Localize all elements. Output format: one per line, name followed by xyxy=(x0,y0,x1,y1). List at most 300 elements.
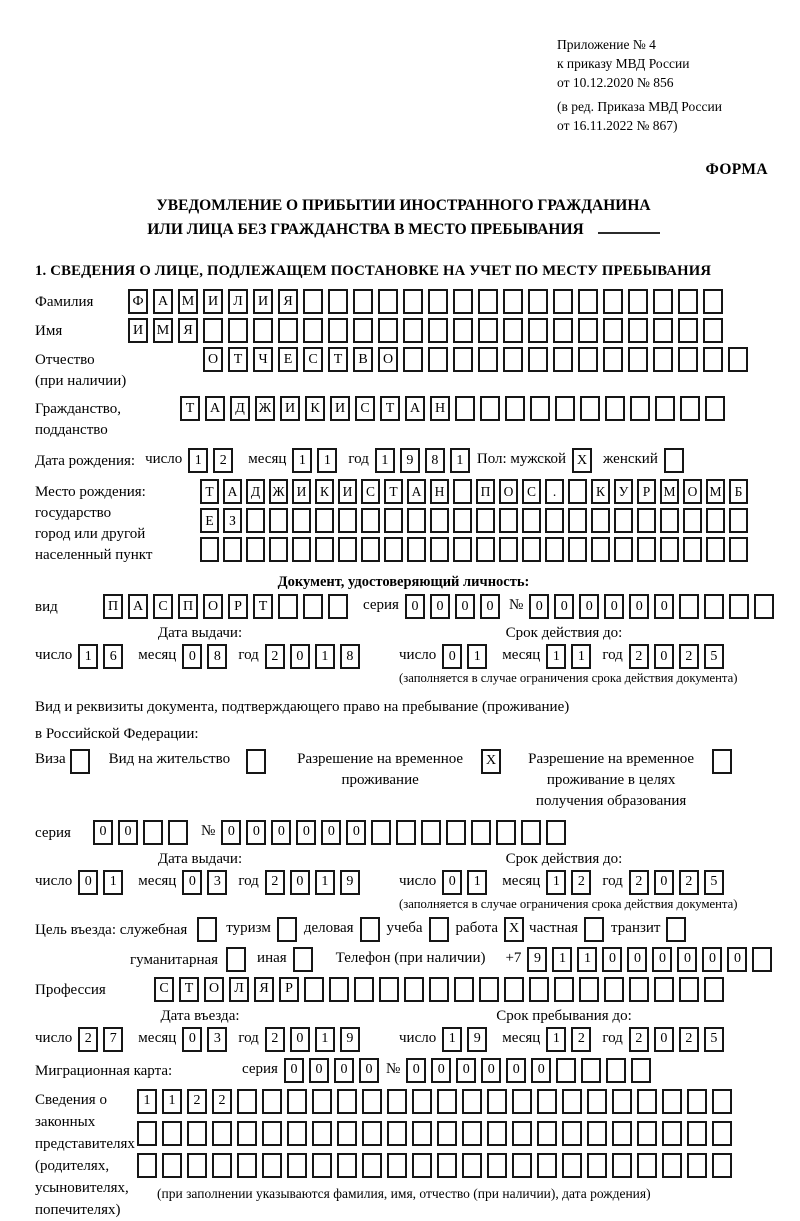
char-box[interactable] xyxy=(703,289,723,314)
char-box[interactable] xyxy=(678,347,698,372)
char-box[interactable] xyxy=(629,977,649,1002)
char-box-filled[interactable]: 1 xyxy=(571,644,591,669)
char-box[interactable] xyxy=(197,917,217,942)
char-box-filled[interactable]: 0 xyxy=(654,870,674,895)
char-box[interactable] xyxy=(662,1121,682,1146)
char-box[interactable] xyxy=(70,749,90,774)
char-box[interactable] xyxy=(361,508,380,533)
char-box[interactable] xyxy=(729,537,748,562)
char-box-filled[interactable]: 0 xyxy=(405,594,425,619)
char-box[interactable] xyxy=(553,347,573,372)
char-box-filled[interactable]: М xyxy=(153,318,173,343)
char-box[interactable] xyxy=(246,508,265,533)
char-box[interactable] xyxy=(278,594,298,619)
char-box[interactable] xyxy=(212,1153,232,1178)
char-box-filled[interactable]: З xyxy=(223,508,242,533)
char-box[interactable] xyxy=(754,594,774,619)
char-box[interactable] xyxy=(315,537,334,562)
char-box-filled[interactable]: Р xyxy=(228,594,248,619)
char-box-filled[interactable]: 0 xyxy=(481,1058,501,1083)
char-box-filled[interactable]: 0 xyxy=(246,820,266,845)
char-box[interactable] xyxy=(353,289,373,314)
char-box[interactable] xyxy=(304,977,324,1002)
char-box-filled[interactable]: 0 xyxy=(284,1058,304,1083)
char-box[interactable] xyxy=(678,289,698,314)
char-box-filled[interactable]: 0 xyxy=(182,870,202,895)
char-box-filled[interactable]: О xyxy=(204,977,224,1002)
char-box-filled[interactable]: 0 xyxy=(506,1058,526,1083)
char-box[interactable] xyxy=(354,977,374,1002)
char-box-filled[interactable]: Е xyxy=(278,347,298,372)
char-box[interactable] xyxy=(499,537,518,562)
char-box[interactable] xyxy=(546,820,566,845)
char-box[interactable] xyxy=(628,289,648,314)
char-box-filled[interactable]: Т xyxy=(253,594,273,619)
char-box[interactable] xyxy=(337,1153,357,1178)
char-box[interactable] xyxy=(476,537,495,562)
char-box-filled[interactable]: 2 xyxy=(78,1027,98,1052)
char-box-filled[interactable]: 0 xyxy=(602,947,622,972)
char-box[interactable] xyxy=(428,318,448,343)
char-box-filled[interactable]: 2 xyxy=(679,1027,699,1052)
char-box-filled[interactable]: 0 xyxy=(480,594,500,619)
char-box[interactable] xyxy=(528,289,548,314)
char-box-filled[interactable]: 2 xyxy=(571,870,591,895)
char-box-filled[interactable]: В xyxy=(353,347,373,372)
char-box[interactable] xyxy=(329,977,349,1002)
char-box[interactable] xyxy=(462,1089,482,1114)
char-box[interactable] xyxy=(378,318,398,343)
char-box[interactable] xyxy=(478,289,498,314)
char-box[interactable] xyxy=(292,508,311,533)
char-box[interactable] xyxy=(522,508,541,533)
char-box-filled[interactable]: 0 xyxy=(727,947,747,972)
char-box[interactable] xyxy=(637,508,656,533)
char-box-filled[interactable]: У xyxy=(614,479,633,504)
char-box[interactable] xyxy=(478,318,498,343)
char-box-filled[interactable]: 1 xyxy=(317,448,337,473)
char-box-filled[interactable]: 0 xyxy=(290,644,310,669)
char-box[interactable] xyxy=(687,1121,707,1146)
char-box[interactable] xyxy=(587,1089,607,1114)
char-box[interactable] xyxy=(446,820,466,845)
char-box-filled[interactable]: 0 xyxy=(654,644,674,669)
char-box[interactable] xyxy=(612,1153,632,1178)
char-box[interactable] xyxy=(637,1153,657,1178)
char-box[interactable] xyxy=(587,1121,607,1146)
char-box-filled[interactable]: X xyxy=(572,448,592,473)
char-box-filled[interactable]: 6 xyxy=(103,644,123,669)
char-box-filled[interactable]: 9 xyxy=(467,1027,487,1052)
char-box-filled[interactable]: 3 xyxy=(207,1027,227,1052)
char-box-filled[interactable]: 1 xyxy=(442,1027,462,1052)
char-box[interactable] xyxy=(562,1089,582,1114)
char-box[interactable] xyxy=(604,977,624,1002)
char-box[interactable] xyxy=(338,537,357,562)
char-box-filled[interactable]: Ч xyxy=(253,347,273,372)
char-box[interactable] xyxy=(253,318,273,343)
char-box[interactable] xyxy=(429,977,449,1002)
char-box[interactable] xyxy=(729,508,748,533)
char-box[interactable] xyxy=(403,347,423,372)
char-box[interactable] xyxy=(579,977,599,1002)
char-box[interactable] xyxy=(568,508,587,533)
char-box-filled[interactable]: 0 xyxy=(182,644,202,669)
char-box[interactable] xyxy=(504,977,524,1002)
char-box-filled[interactable]: 2 xyxy=(212,1089,232,1114)
char-box-filled[interactable]: Д xyxy=(230,396,250,421)
char-box[interactable] xyxy=(653,289,673,314)
char-box-filled[interactable]: 0 xyxy=(627,947,647,972)
char-box-filled[interactable]: 5 xyxy=(704,644,724,669)
char-box-filled[interactable]: Т xyxy=(179,977,199,1002)
char-box[interactable] xyxy=(303,289,323,314)
char-box[interactable] xyxy=(428,289,448,314)
char-box-filled[interactable]: 0 xyxy=(359,1058,379,1083)
char-box[interactable] xyxy=(653,318,673,343)
char-box[interactable] xyxy=(162,1153,182,1178)
char-box[interactable] xyxy=(453,537,472,562)
char-box[interactable] xyxy=(603,347,623,372)
char-box[interactable] xyxy=(587,1153,607,1178)
char-box-filled[interactable]: 2 xyxy=(187,1089,207,1114)
char-box[interactable] xyxy=(562,1153,582,1178)
char-box-filled[interactable]: 0 xyxy=(321,820,341,845)
char-box-filled[interactable]: И xyxy=(280,396,300,421)
char-box[interactable] xyxy=(371,820,391,845)
char-box-filled[interactable]: Н xyxy=(430,396,450,421)
char-box-filled[interactable]: Р xyxy=(279,977,299,1002)
char-box[interactable] xyxy=(362,1121,382,1146)
char-box[interactable] xyxy=(522,537,541,562)
char-box[interactable] xyxy=(603,289,623,314)
char-box-filled[interactable]: 1 xyxy=(78,644,98,669)
char-box[interactable] xyxy=(660,508,679,533)
char-box-filled[interactable]: И xyxy=(253,289,273,314)
char-box[interactable] xyxy=(687,1153,707,1178)
char-box-filled[interactable]: 0 xyxy=(309,1058,329,1083)
char-box-filled[interactable]: 9 xyxy=(527,947,547,972)
char-box[interactable] xyxy=(337,1121,357,1146)
char-box[interactable] xyxy=(200,537,219,562)
char-box[interactable] xyxy=(687,1089,707,1114)
char-box-filled[interactable]: И xyxy=(330,396,350,421)
char-box-filled[interactable]: 2 xyxy=(679,870,699,895)
char-box-filled[interactable]: 2 xyxy=(629,870,649,895)
char-box[interactable] xyxy=(530,396,550,421)
char-box[interactable] xyxy=(487,1089,507,1114)
char-box[interactable] xyxy=(653,347,673,372)
char-box[interactable] xyxy=(512,1153,532,1178)
char-box[interactable] xyxy=(655,396,675,421)
char-box[interactable] xyxy=(223,537,242,562)
char-box-filled[interactable]: И xyxy=(128,318,148,343)
char-box[interactable] xyxy=(628,318,648,343)
char-box-filled[interactable]: С xyxy=(153,594,173,619)
char-box[interactable] xyxy=(226,947,246,972)
char-box[interactable] xyxy=(631,1058,651,1083)
char-box[interactable] xyxy=(287,1153,307,1178)
char-box[interactable] xyxy=(628,347,648,372)
char-box-filled[interactable]: 0 xyxy=(456,1058,476,1083)
char-box[interactable] xyxy=(614,537,633,562)
char-box[interactable] xyxy=(480,396,500,421)
char-box[interactable] xyxy=(704,594,724,619)
char-box[interactable] xyxy=(660,537,679,562)
char-box-filled[interactable]: 5 xyxy=(704,870,724,895)
char-box[interactable] xyxy=(479,977,499,1002)
char-box[interactable] xyxy=(412,1089,432,1114)
char-box[interactable] xyxy=(430,537,449,562)
char-box[interactable] xyxy=(584,917,604,942)
char-box[interactable] xyxy=(503,289,523,314)
char-box[interactable] xyxy=(403,289,423,314)
char-box[interactable] xyxy=(503,318,523,343)
char-box[interactable] xyxy=(462,1153,482,1178)
char-box-filled[interactable]: К xyxy=(305,396,325,421)
char-box-filled[interactable]: 1 xyxy=(375,448,395,473)
char-box[interactable] xyxy=(679,977,699,1002)
char-box[interactable] xyxy=(262,1089,282,1114)
char-box-filled[interactable]: 0 xyxy=(579,594,599,619)
char-box[interactable] xyxy=(712,1121,732,1146)
char-box-filled[interactable]: К xyxy=(315,479,334,504)
char-box[interactable] xyxy=(453,508,472,533)
char-box-filled[interactable]: 8 xyxy=(340,644,360,669)
char-box-filled[interactable]: 2 xyxy=(629,1027,649,1052)
char-box[interactable] xyxy=(312,1089,332,1114)
char-box[interactable] xyxy=(429,917,449,942)
char-box[interactable] xyxy=(712,749,732,774)
char-box[interactable] xyxy=(454,977,474,1002)
char-box[interactable] xyxy=(361,537,380,562)
char-box-filled[interactable]: 0 xyxy=(290,1027,310,1052)
char-box[interactable] xyxy=(287,1121,307,1146)
char-box-filled[interactable]: X xyxy=(481,749,501,774)
char-box[interactable] xyxy=(437,1121,457,1146)
char-box-filled[interactable]: О xyxy=(378,347,398,372)
char-box[interactable] xyxy=(387,1089,407,1114)
char-box-filled[interactable]: 1 xyxy=(552,947,572,972)
char-box[interactable] xyxy=(603,318,623,343)
char-box-filled[interactable]: И xyxy=(203,289,223,314)
char-box-filled[interactable]: Я xyxy=(278,289,298,314)
char-box[interactable] xyxy=(187,1153,207,1178)
char-box[interactable] xyxy=(462,1121,482,1146)
char-box[interactable] xyxy=(315,508,334,533)
char-box[interactable] xyxy=(237,1089,257,1114)
char-box-filled[interactable]: 0 xyxy=(406,1058,426,1083)
char-box[interactable] xyxy=(293,947,313,972)
char-box-filled[interactable]: С xyxy=(303,347,323,372)
char-box-filled[interactable]: С xyxy=(355,396,375,421)
char-box[interactable] xyxy=(278,318,298,343)
char-box[interactable] xyxy=(512,1089,532,1114)
char-box-filled[interactable]: 1 xyxy=(450,448,470,473)
char-box-filled[interactable]: 9 xyxy=(340,1027,360,1052)
char-box[interactable] xyxy=(614,508,633,533)
char-box[interactable] xyxy=(487,1121,507,1146)
char-box[interactable] xyxy=(581,1058,601,1083)
char-box-filled[interactable]: С xyxy=(522,479,541,504)
char-box[interactable] xyxy=(478,347,498,372)
char-box[interactable] xyxy=(378,289,398,314)
char-box[interactable] xyxy=(407,508,426,533)
char-box[interactable] xyxy=(537,1089,557,1114)
char-box[interactable] xyxy=(228,318,248,343)
char-box[interactable] xyxy=(437,1089,457,1114)
char-box-filled[interactable]: 0 xyxy=(296,820,316,845)
char-box[interactable] xyxy=(292,537,311,562)
char-box-filled[interactable]: X xyxy=(504,917,524,942)
char-box-filled[interactable]: 0 xyxy=(334,1058,354,1083)
char-box[interactable] xyxy=(706,508,725,533)
char-box[interactable] xyxy=(328,289,348,314)
char-box-filled[interactable]: 0 xyxy=(654,594,674,619)
char-box-filled[interactable]: О xyxy=(499,479,518,504)
char-box[interactable] xyxy=(664,448,684,473)
char-box[interactable] xyxy=(568,479,587,504)
char-box-filled[interactable]: Ж xyxy=(269,479,288,504)
char-box[interactable] xyxy=(428,347,448,372)
char-box[interactable] xyxy=(312,1153,332,1178)
char-box-filled[interactable]: 0 xyxy=(430,594,450,619)
char-box-filled[interactable]: М xyxy=(660,479,679,504)
char-box-filled[interactable]: Д xyxy=(246,479,265,504)
char-box-filled[interactable]: Я xyxy=(178,318,198,343)
char-box[interactable] xyxy=(591,508,610,533)
char-box[interactable] xyxy=(287,1089,307,1114)
char-box-filled[interactable]: 8 xyxy=(425,448,445,473)
char-box-filled[interactable]: Я xyxy=(254,977,274,1002)
char-box-filled[interactable]: 0 xyxy=(290,870,310,895)
char-box[interactable] xyxy=(612,1089,632,1114)
char-box[interactable] xyxy=(521,820,541,845)
char-box[interactable] xyxy=(499,508,518,533)
char-box[interactable] xyxy=(703,318,723,343)
char-box-filled[interactable]: 1 xyxy=(188,448,208,473)
char-box-filled[interactable]: О xyxy=(683,479,702,504)
char-box[interactable] xyxy=(430,508,449,533)
char-box-filled[interactable]: 0 xyxy=(604,594,624,619)
char-box[interactable] xyxy=(476,508,495,533)
char-box[interactable] xyxy=(337,1089,357,1114)
char-box[interactable] xyxy=(421,820,441,845)
char-box-filled[interactable]: 9 xyxy=(340,870,360,895)
char-box-filled[interactable]: 1 xyxy=(315,644,335,669)
char-box-filled[interactable]: Т xyxy=(380,396,400,421)
char-box[interactable] xyxy=(728,347,748,372)
char-box-filled[interactable]: 2 xyxy=(571,1027,591,1052)
char-box-filled[interactable]: 1 xyxy=(467,644,487,669)
char-box-filled[interactable]: Л xyxy=(229,977,249,1002)
char-box[interactable] xyxy=(545,537,564,562)
char-box[interactable] xyxy=(328,594,348,619)
char-box[interactable] xyxy=(505,396,525,421)
char-box-filled[interactable]: 0 xyxy=(93,820,113,845)
char-box-filled[interactable]: 0 xyxy=(221,820,241,845)
char-box[interactable] xyxy=(568,537,587,562)
char-box-filled[interactable]: 0 xyxy=(702,947,722,972)
char-box[interactable] xyxy=(471,820,491,845)
char-box[interactable] xyxy=(168,820,188,845)
char-box[interactable] xyxy=(237,1153,257,1178)
char-box[interactable] xyxy=(712,1153,732,1178)
char-box[interactable] xyxy=(554,977,574,1002)
char-box[interactable] xyxy=(654,977,674,1002)
char-box-filled[interactable]: 0 xyxy=(118,820,138,845)
char-box[interactable] xyxy=(162,1121,182,1146)
char-box-filled[interactable]: 0 xyxy=(431,1058,451,1083)
char-box[interactable] xyxy=(453,347,473,372)
char-box[interactable] xyxy=(666,917,686,942)
char-box[interactable] xyxy=(562,1121,582,1146)
char-box[interactable] xyxy=(678,318,698,343)
char-box[interactable] xyxy=(662,1153,682,1178)
char-box[interactable] xyxy=(528,318,548,343)
char-box[interactable] xyxy=(683,537,702,562)
char-box-filled[interactable]: 2 xyxy=(265,870,285,895)
char-box-filled[interactable]: 0 xyxy=(529,594,549,619)
char-box[interactable] xyxy=(683,508,702,533)
char-box[interactable] xyxy=(387,1153,407,1178)
char-box[interactable] xyxy=(578,318,598,343)
char-box-filled[interactable]: 1 xyxy=(467,870,487,895)
char-box[interactable] xyxy=(187,1121,207,1146)
char-box[interactable] xyxy=(404,977,424,1002)
char-box[interactable] xyxy=(529,977,549,1002)
char-box[interactable] xyxy=(662,1089,682,1114)
char-box-filled[interactable]: 8 xyxy=(207,644,227,669)
char-box-filled[interactable]: . xyxy=(545,479,564,504)
char-box-filled[interactable]: С xyxy=(361,479,380,504)
char-box[interactable] xyxy=(384,508,403,533)
char-box[interactable] xyxy=(706,537,725,562)
char-box-filled[interactable]: А xyxy=(128,594,148,619)
char-box-filled[interactable]: О xyxy=(203,594,223,619)
char-box[interactable] xyxy=(312,1121,332,1146)
char-box-filled[interactable]: 0 xyxy=(455,594,475,619)
char-box[interactable] xyxy=(637,1121,657,1146)
char-box[interactable] xyxy=(578,289,598,314)
char-box[interactable] xyxy=(453,479,472,504)
char-box[interactable] xyxy=(237,1121,257,1146)
char-box-filled[interactable]: 1 xyxy=(315,870,335,895)
char-box[interactable] xyxy=(680,396,700,421)
char-box[interactable] xyxy=(379,977,399,1002)
char-box[interactable] xyxy=(137,1121,157,1146)
char-box-filled[interactable]: И xyxy=(292,479,311,504)
char-box-filled[interactable]: 2 xyxy=(265,644,285,669)
char-box[interactable] xyxy=(637,537,656,562)
char-box[interactable] xyxy=(580,396,600,421)
char-box-filled[interactable]: 0 xyxy=(629,594,649,619)
char-box-filled[interactable]: А xyxy=(223,479,242,504)
char-box[interactable] xyxy=(412,1153,432,1178)
char-box-filled[interactable]: 0 xyxy=(652,947,672,972)
char-box[interactable] xyxy=(143,820,163,845)
char-box[interactable] xyxy=(269,508,288,533)
char-box[interactable] xyxy=(752,947,772,972)
char-box-filled[interactable]: 0 xyxy=(654,1027,674,1052)
char-box[interactable] xyxy=(512,1121,532,1146)
char-box-filled[interactable]: Л xyxy=(228,289,248,314)
char-box-filled[interactable]: Е xyxy=(200,508,219,533)
char-box[interactable] xyxy=(591,537,610,562)
char-box-filled[interactable]: 1 xyxy=(315,1027,335,1052)
char-box[interactable] xyxy=(705,396,725,421)
char-box-filled[interactable]: Б xyxy=(729,479,748,504)
